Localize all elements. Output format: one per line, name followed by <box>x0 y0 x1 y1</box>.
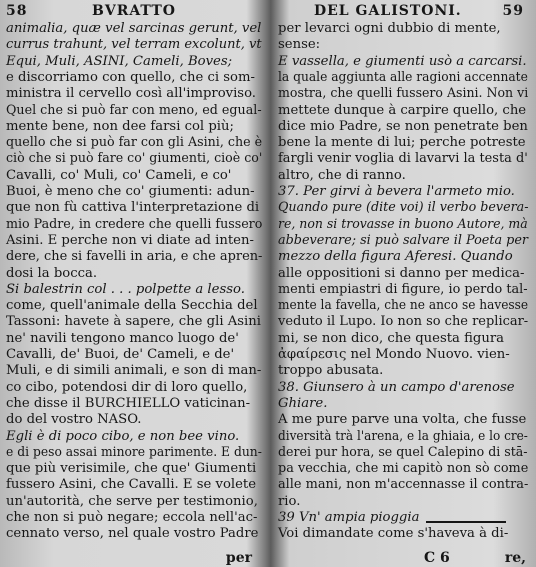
left-text-line: Cavalli, de' Buoi, de' Cameli, e de' <box>6 347 235 362</box>
left-text-line: animalia, quæ vel sarcinas gerunt, vel <box>6 21 262 36</box>
left-text-line: dosi la bocca. <box>6 265 98 281</box>
right-text-line: Ghiare. <box>278 395 328 411</box>
right-page <box>276 0 532 567</box>
right-text-line: menti empiastri di figure, io perdo tal- <box>278 281 528 297</box>
right-text-line: pa vecchia, che mi capitò non sò come <box>278 461 529 477</box>
left-text-line: un'autorità, che serve per testimonio, <box>6 493 258 509</box>
right-text-line: altro, che di ranno. <box>278 167 406 183</box>
left-text-line: che disse il BURCHIELLO vaticinan- <box>6 395 251 411</box>
left-text-line: ne' navili tengono manco luogo de' <box>6 330 239 346</box>
right-text-line: ἀφαίρεσις nel Mondo Nuovo. vien- <box>278 347 510 362</box>
left-running-head: BVRATTO <box>92 3 176 19</box>
left-page <box>4 0 266 567</box>
ornament-rule <box>426 521 506 523</box>
right-text-line: Quando pure (dite voi) il verbo bevera- <box>278 200 529 216</box>
right-text-line: 38. Giunsero à un campo d'arenose <box>278 379 515 395</box>
left-text-line: Tassoni: havete à sapere, che gli Asini <box>6 314 261 330</box>
left-text-line: ciò che si può fare co' giumenti, cioè co' <box>6 151 263 167</box>
right-text-line: derei pur hora, se quel Calepino di stā- <box>278 444 528 460</box>
left-text-line: Cavalli, co' Muli, co' Cameli, e co' <box>6 167 232 183</box>
left-text-line: co cibo, potendosi dir di loro quello, <box>6 379 248 395</box>
left-text-line: que non fù cattiva l'interpretazione di <box>6 200 260 216</box>
left-text-line: mio Padre, in credere che quelli fussero <box>6 216 263 232</box>
right-page-number: 59 <box>502 3 524 19</box>
right-running-head: DEL GALISTONI. <box>314 3 462 19</box>
right-text-line: mostra, che quelli fussero Asini. Non vi <box>278 86 529 102</box>
right-text-line: re, non si trovasse in buono Autore, mà <box>278 216 528 232</box>
right-signature-mark: C 6 <box>424 550 450 566</box>
left-text-line: Buoi, è meno che co' giumenti: adun- <box>6 184 255 199</box>
right-text-line: 37. Per girvi à bevera l'armeto mio. <box>278 184 515 199</box>
left-text-line: Equi, Muli, ASINI, Cameli, Boves; <box>6 53 233 69</box>
right-text-line: bene la mente di lui; perche potreste <box>278 135 526 151</box>
right-text-line: alle mani, non m'accennasse il contra- <box>278 477 529 493</box>
right-text-line: alle oppositioni si danno per medica- <box>278 265 525 281</box>
left-text-line: come, quell'animale della Secchia del <box>6 298 258 314</box>
right-text-line: 39 Vn' ampia pioggia <box>278 510 420 525</box>
right-text-line: dice mio Padre, se non penetrate ben <box>278 118 528 134</box>
left-text-line: cennato verso, nel quale vostro Padre <box>6 526 259 542</box>
right-text-line: diversità trà l'arena, e la ghiaia, e lo cre- <box>278 428 528 444</box>
left-text-line: fussero Asini, che Cavalli. E se volete <box>6 477 257 493</box>
left-text-line: currus trahunt, vel terram excolunt, vt <box>6 37 262 53</box>
left-text-line: mente bene, non dee farsi col più; <box>6 118 234 134</box>
left-text-line: ministra il cervello così all'improviso. <box>6 86 256 102</box>
left-text-line: Si balestrin col . . . polpette a lesso. <box>6 281 245 297</box>
left-text-line: dere, che si favelli in aria, e che apren- <box>6 249 263 265</box>
left-text-line: e di peso assai minore parimente. E dun- <box>6 444 262 460</box>
right-text-line: la quale aggiunta alle ragioni accennate <box>278 69 528 85</box>
right-catchword: re, <box>504 550 526 566</box>
left-page-number: 58 <box>6 3 28 19</box>
left-catchword: per <box>225 550 252 566</box>
right-text-line: troppo abusata. <box>278 363 384 379</box>
right-text-line: mezzo della figura Aferesi. Quando <box>278 249 513 265</box>
left-text-line: do del vostro NASO. <box>6 412 142 428</box>
right-text-line: A me pure parve una volta, che fusse <box>278 412 527 428</box>
right-text-line: sense: <box>278 37 321 53</box>
left-text-line: que più verisimile, che que' Giumenti <box>6 461 257 477</box>
right-text-line: fargli venir voglia di lavarvi la testa d' <box>278 151 528 167</box>
left-text-line: che non si può negare; eccola nell'ac- <box>6 510 258 525</box>
right-text-line: Voi dimandate come s'haveva à di- <box>278 526 509 542</box>
left-text-line: e discorriamo con quello, che ci som- <box>6 69 255 85</box>
right-text-line: E vassella, e giumenti usò a carcarsi. <box>278 53 527 69</box>
left-text-line: Muli, e di simili animali, e son di man- <box>6 363 262 379</box>
left-text-line: Egli è di poco cibo, e non bee vino. <box>6 428 240 444</box>
right-text-line: abbeverare; si può salvare il Poeta per <box>278 232 529 248</box>
left-text-line: quello che si può far con gli Asini, che è <box>6 135 263 151</box>
right-text-line: veduto il Lupo. Io non so che replicar- <box>278 314 529 330</box>
right-text-line: mi, se non dico, che questa figura <box>278 330 504 346</box>
right-text-line: mettete dunque à carpire quello, che <box>278 102 527 118</box>
right-text-line: per levarci ogni dubbio di mente, <box>278 21 501 36</box>
left-text-line: Quel che si può far con meno, ed egual- <box>6 102 262 118</box>
right-text-line: mente la favella, che ne anco se havesse <box>278 298 529 314</box>
right-text-line: rio. <box>278 493 301 509</box>
left-text-line: Asini. E perche non vi diate ad inten- <box>6 232 254 248</box>
